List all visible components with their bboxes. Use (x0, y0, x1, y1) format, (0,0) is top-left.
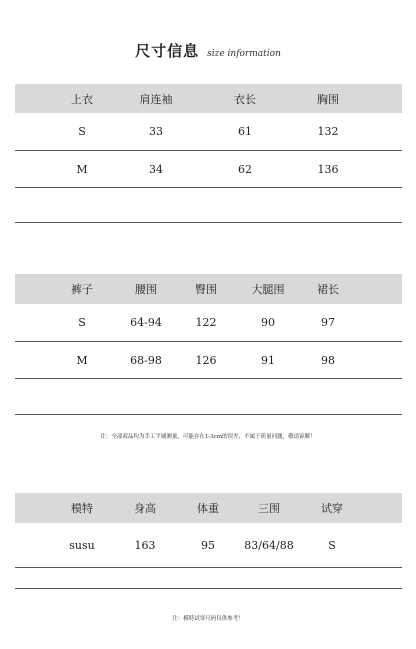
header-cell: 体重 (197, 502, 219, 515)
table-cell: 83/64/88 (244, 538, 294, 552)
title-sub: size information (207, 49, 281, 59)
table-row (15, 523, 402, 568)
table-cell: 34 (149, 162, 163, 176)
table-cell: 163 (134, 538, 156, 552)
model-table-header (15, 493, 402, 523)
header-cell: 胸围 (317, 92, 339, 106)
table-row (15, 151, 402, 188)
header-cell: 腰围 (135, 283, 157, 296)
header-cell: 肩连袖 (139, 92, 173, 106)
model-note: 注：模特试穿尺码仅供参考！ (172, 616, 244, 622)
table-cell: 136 (317, 162, 339, 176)
top-size-table (15, 84, 402, 188)
table-row (15, 304, 402, 342)
page-title (0, 40, 416, 61)
divider (15, 222, 402, 223)
table-cell: S (328, 538, 336, 552)
header-cell: 上衣 (71, 92, 93, 106)
table-row (15, 342, 402, 379)
table-cell: S (78, 316, 86, 329)
table-cell: 98 (321, 353, 335, 367)
table-cell: M (76, 162, 88, 176)
table-cell: 126 (195, 353, 217, 367)
table-cell: S (78, 125, 86, 138)
measurement-note: 注：全部商品均为手工平铺测量，可能存在1-3cm的误差，不属于质量问题，敬请谅解！ (100, 434, 316, 440)
title-main: 尺寸信息 (135, 42, 200, 60)
header-cell: 试穿 (321, 502, 343, 515)
header-cell: 身高 (134, 502, 156, 515)
table-cell: 95 (201, 538, 215, 552)
table-cell: 122 (195, 316, 217, 329)
table-cell: 132 (317, 125, 339, 138)
table-cell: 68-98 (130, 353, 162, 367)
model-fit-table (15, 493, 402, 568)
table-cell: 33 (149, 125, 163, 138)
header-cell: 模特 (71, 502, 93, 515)
pants-table-header (15, 274, 402, 304)
table-cell: 90 (261, 316, 275, 329)
table-row (15, 113, 402, 151)
header-cell: 裙长 (317, 283, 339, 296)
header-cell: 三围 (258, 502, 280, 515)
header-cell: 衣长 (234, 92, 256, 106)
divider (15, 414, 402, 415)
pants-size-table (15, 274, 402, 379)
table-cell: 97 (321, 316, 335, 329)
header-cell: 臀围 (195, 283, 217, 296)
divider (15, 588, 402, 589)
table-cell: 91 (261, 353, 275, 367)
top-table-header (15, 84, 402, 113)
table-cell: 62 (238, 162, 252, 176)
table-cell: 61 (238, 125, 252, 138)
header-cell: 大腿围 (251, 283, 285, 296)
table-cell: susu (69, 538, 95, 552)
table-cell: M (76, 353, 88, 367)
table-cell: 64-94 (130, 316, 162, 329)
header-cell: 裤子 (71, 283, 93, 296)
